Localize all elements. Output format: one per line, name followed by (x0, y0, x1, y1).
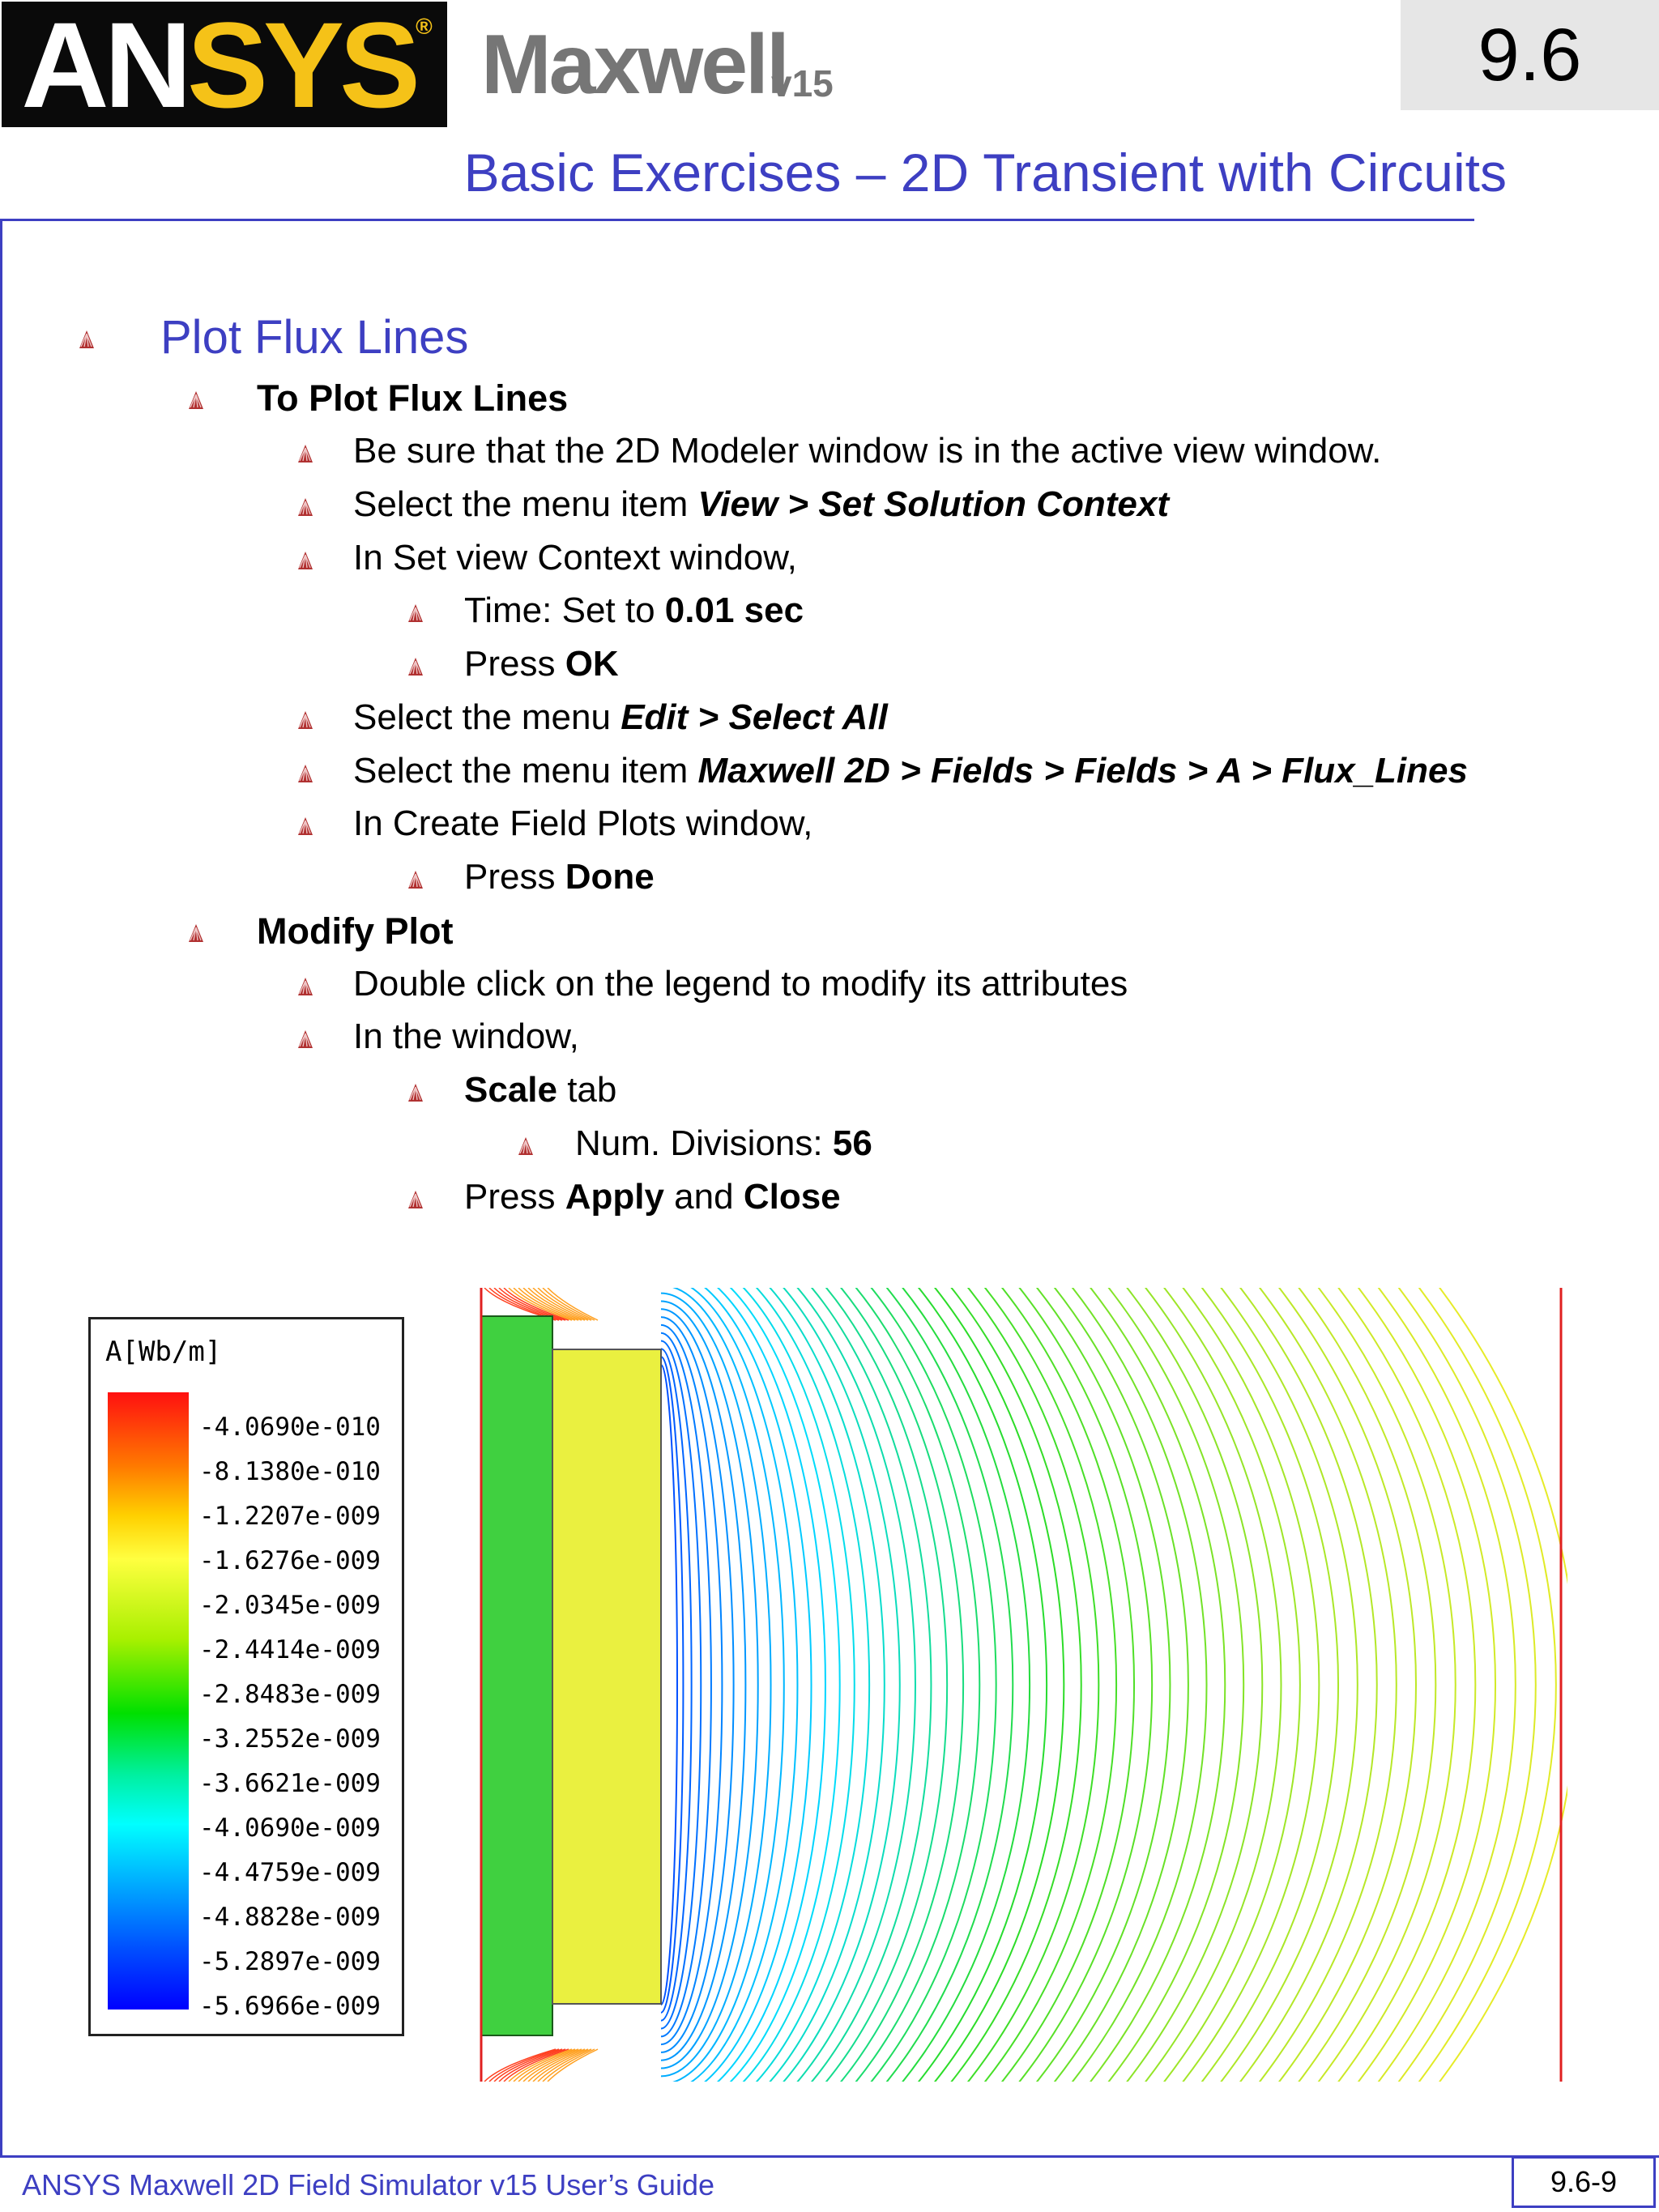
divisions-value: 56 (832, 1123, 872, 1163)
flux-line (661, 1288, 1152, 2082)
field-legend[interactable] (88, 1317, 404, 2036)
subheading-to-plot: To Plot Flux Lines (257, 377, 569, 419)
legend-label: -5.6966e-009 (199, 1992, 381, 2021)
footer-title: ANSYS Maxwell 2D Field Simulator v15 User’s Guide (22, 2168, 714, 2201)
legend-label: -4.0690e-010 (199, 1413, 381, 1442)
menu-path: Edit > Select All (621, 697, 888, 737)
bullet-icon (408, 871, 423, 889)
legend-label: -8.1380e-010 (199, 1457, 381, 1486)
flux-line (661, 1333, 711, 2037)
bullet-icon (298, 711, 313, 729)
step-text: Select the menu item (353, 751, 698, 791)
flux-line (661, 1288, 1081, 2082)
flux-line (661, 1288, 947, 2082)
step-text: Press (464, 1177, 565, 1217)
done-label: Done (565, 857, 655, 897)
close-label: Close (743, 1177, 841, 1217)
step-active-window: Be sure that the 2D Modeler window is in the active view window. (353, 431, 1382, 471)
logo-text-an: AN (21, 0, 187, 133)
bullet-icon (298, 498, 313, 516)
core-region[interactable] (552, 1349, 661, 2004)
legend-label: -5.2897e-009 (199, 1947, 381, 1976)
menu-path: View > Set Solution Context (697, 484, 1169, 524)
page-number: 9.6-9 (1512, 2156, 1656, 2208)
step-context-window: In Set view Context window, (353, 538, 797, 578)
bullet-icon (298, 765, 313, 782)
footer-divider (0, 2155, 1659, 2158)
legend-color-bar (108, 1392, 189, 2010)
product-name: Maxwell (481, 18, 787, 112)
legend-label: -1.2207e-009 (199, 1502, 381, 1531)
legend-label: -3.6621e-009 (199, 1769, 381, 1798)
flux-line (661, 1288, 840, 2082)
coil-region[interactable] (481, 1316, 552, 2035)
bullet-icon (189, 391, 203, 409)
bullet-icon (408, 658, 423, 676)
step-select-all (353, 697, 888, 737)
scale-label: Scale (464, 1070, 557, 1110)
flux-line (661, 1288, 1416, 2082)
bullet-icon (298, 1030, 313, 1048)
flux-lines-plot[interactable] (478, 1288, 1567, 2082)
product-version: v15 (771, 62, 834, 104)
bullet-icon (79, 330, 94, 348)
bullet-icon (408, 1191, 423, 1208)
flux-line (661, 1301, 758, 2068)
flux-line (661, 1288, 797, 2082)
step-apply-close (464, 1179, 841, 1215)
left-border (0, 219, 2, 2156)
bullet-icon (298, 817, 313, 835)
menu-path: Maxwell 2D > Fields > Fields > A > Flux_Lines (697, 751, 1468, 791)
bullet-icon (408, 1084, 423, 1102)
legend-label: -3.2552e-009 (199, 1724, 381, 1754)
step-text: Num. Divisions: (575, 1123, 833, 1163)
bullet-icon (298, 552, 313, 569)
step-set-context (353, 484, 1169, 524)
section-heading: Plot Flux Lines (160, 311, 469, 364)
step-text: Time: Set to (464, 590, 665, 630)
step-text: Select the menu (353, 697, 621, 737)
step-double-click-legend: Double click on the legend to modify its attributes (353, 964, 1128, 1004)
legend-title: A[Wb/m] (105, 1336, 222, 1368)
ok-label: OK (565, 644, 619, 684)
legend-label: -2.0345e-009 (199, 1591, 381, 1620)
apply-label: Apply (565, 1177, 664, 1217)
step-in-window: In the window, (353, 1016, 579, 1056)
subheading-modify-plot: Modify Plot (257, 910, 454, 952)
bullet-icon (298, 445, 313, 462)
ansys-logo (2, 0, 447, 133)
legend-label: -2.8483e-009 (199, 1680, 381, 1709)
step-text: Press (464, 644, 565, 684)
flux-line (661, 1341, 701, 2029)
chapter-title: Basic Exercises – 2D Transient with Circuits (463, 143, 1507, 202)
flux-line (661, 1288, 1098, 2082)
registered-mark: ® (416, 13, 428, 39)
bullet-icon (189, 924, 203, 942)
step-text: Select the menu item (353, 484, 698, 524)
flux-line (661, 1288, 825, 2082)
step-scale-tab (464, 1072, 616, 1108)
step-text: and (663, 1177, 744, 1217)
time-value: 0.01 sec (664, 590, 804, 630)
flux-line (661, 1288, 1556, 2082)
step-flux-lines (353, 753, 1468, 789)
flux-line (661, 1288, 1116, 2082)
legend-label: -1.6276e-009 (199, 1546, 381, 1575)
bullet-icon (408, 604, 423, 622)
bullet-icon (298, 978, 313, 995)
logo-text-sys: SYS (186, 0, 416, 133)
flux-line (661, 1288, 1262, 2082)
flux-line (661, 1288, 963, 2082)
step-num-divisions (575, 1123, 872, 1163)
step-press-ok (464, 646, 619, 682)
flux-line (661, 1365, 677, 2005)
step-press-done (464, 859, 655, 895)
step-time (464, 590, 804, 630)
legend-label: -4.8828e-009 (199, 1903, 381, 1932)
flux-line (661, 1288, 900, 2082)
flux-line (661, 1288, 1207, 2082)
flux-line (661, 1288, 1300, 2082)
header-divider (0, 219, 1474, 221)
step-text: Press (464, 857, 565, 897)
step-create-field-plots: In Create Field Plots window, (353, 803, 813, 843)
legend-label: -4.0690e-009 (199, 1813, 381, 1843)
step-text: tab (557, 1070, 617, 1110)
flux-line (661, 1288, 1030, 2082)
section-number: 9.6 (1401, 0, 1659, 110)
legend-label: -4.4759e-009 (199, 1858, 381, 1887)
bullet-icon (518, 1137, 533, 1155)
legend-label: -2.4414e-009 (199, 1635, 381, 1664)
